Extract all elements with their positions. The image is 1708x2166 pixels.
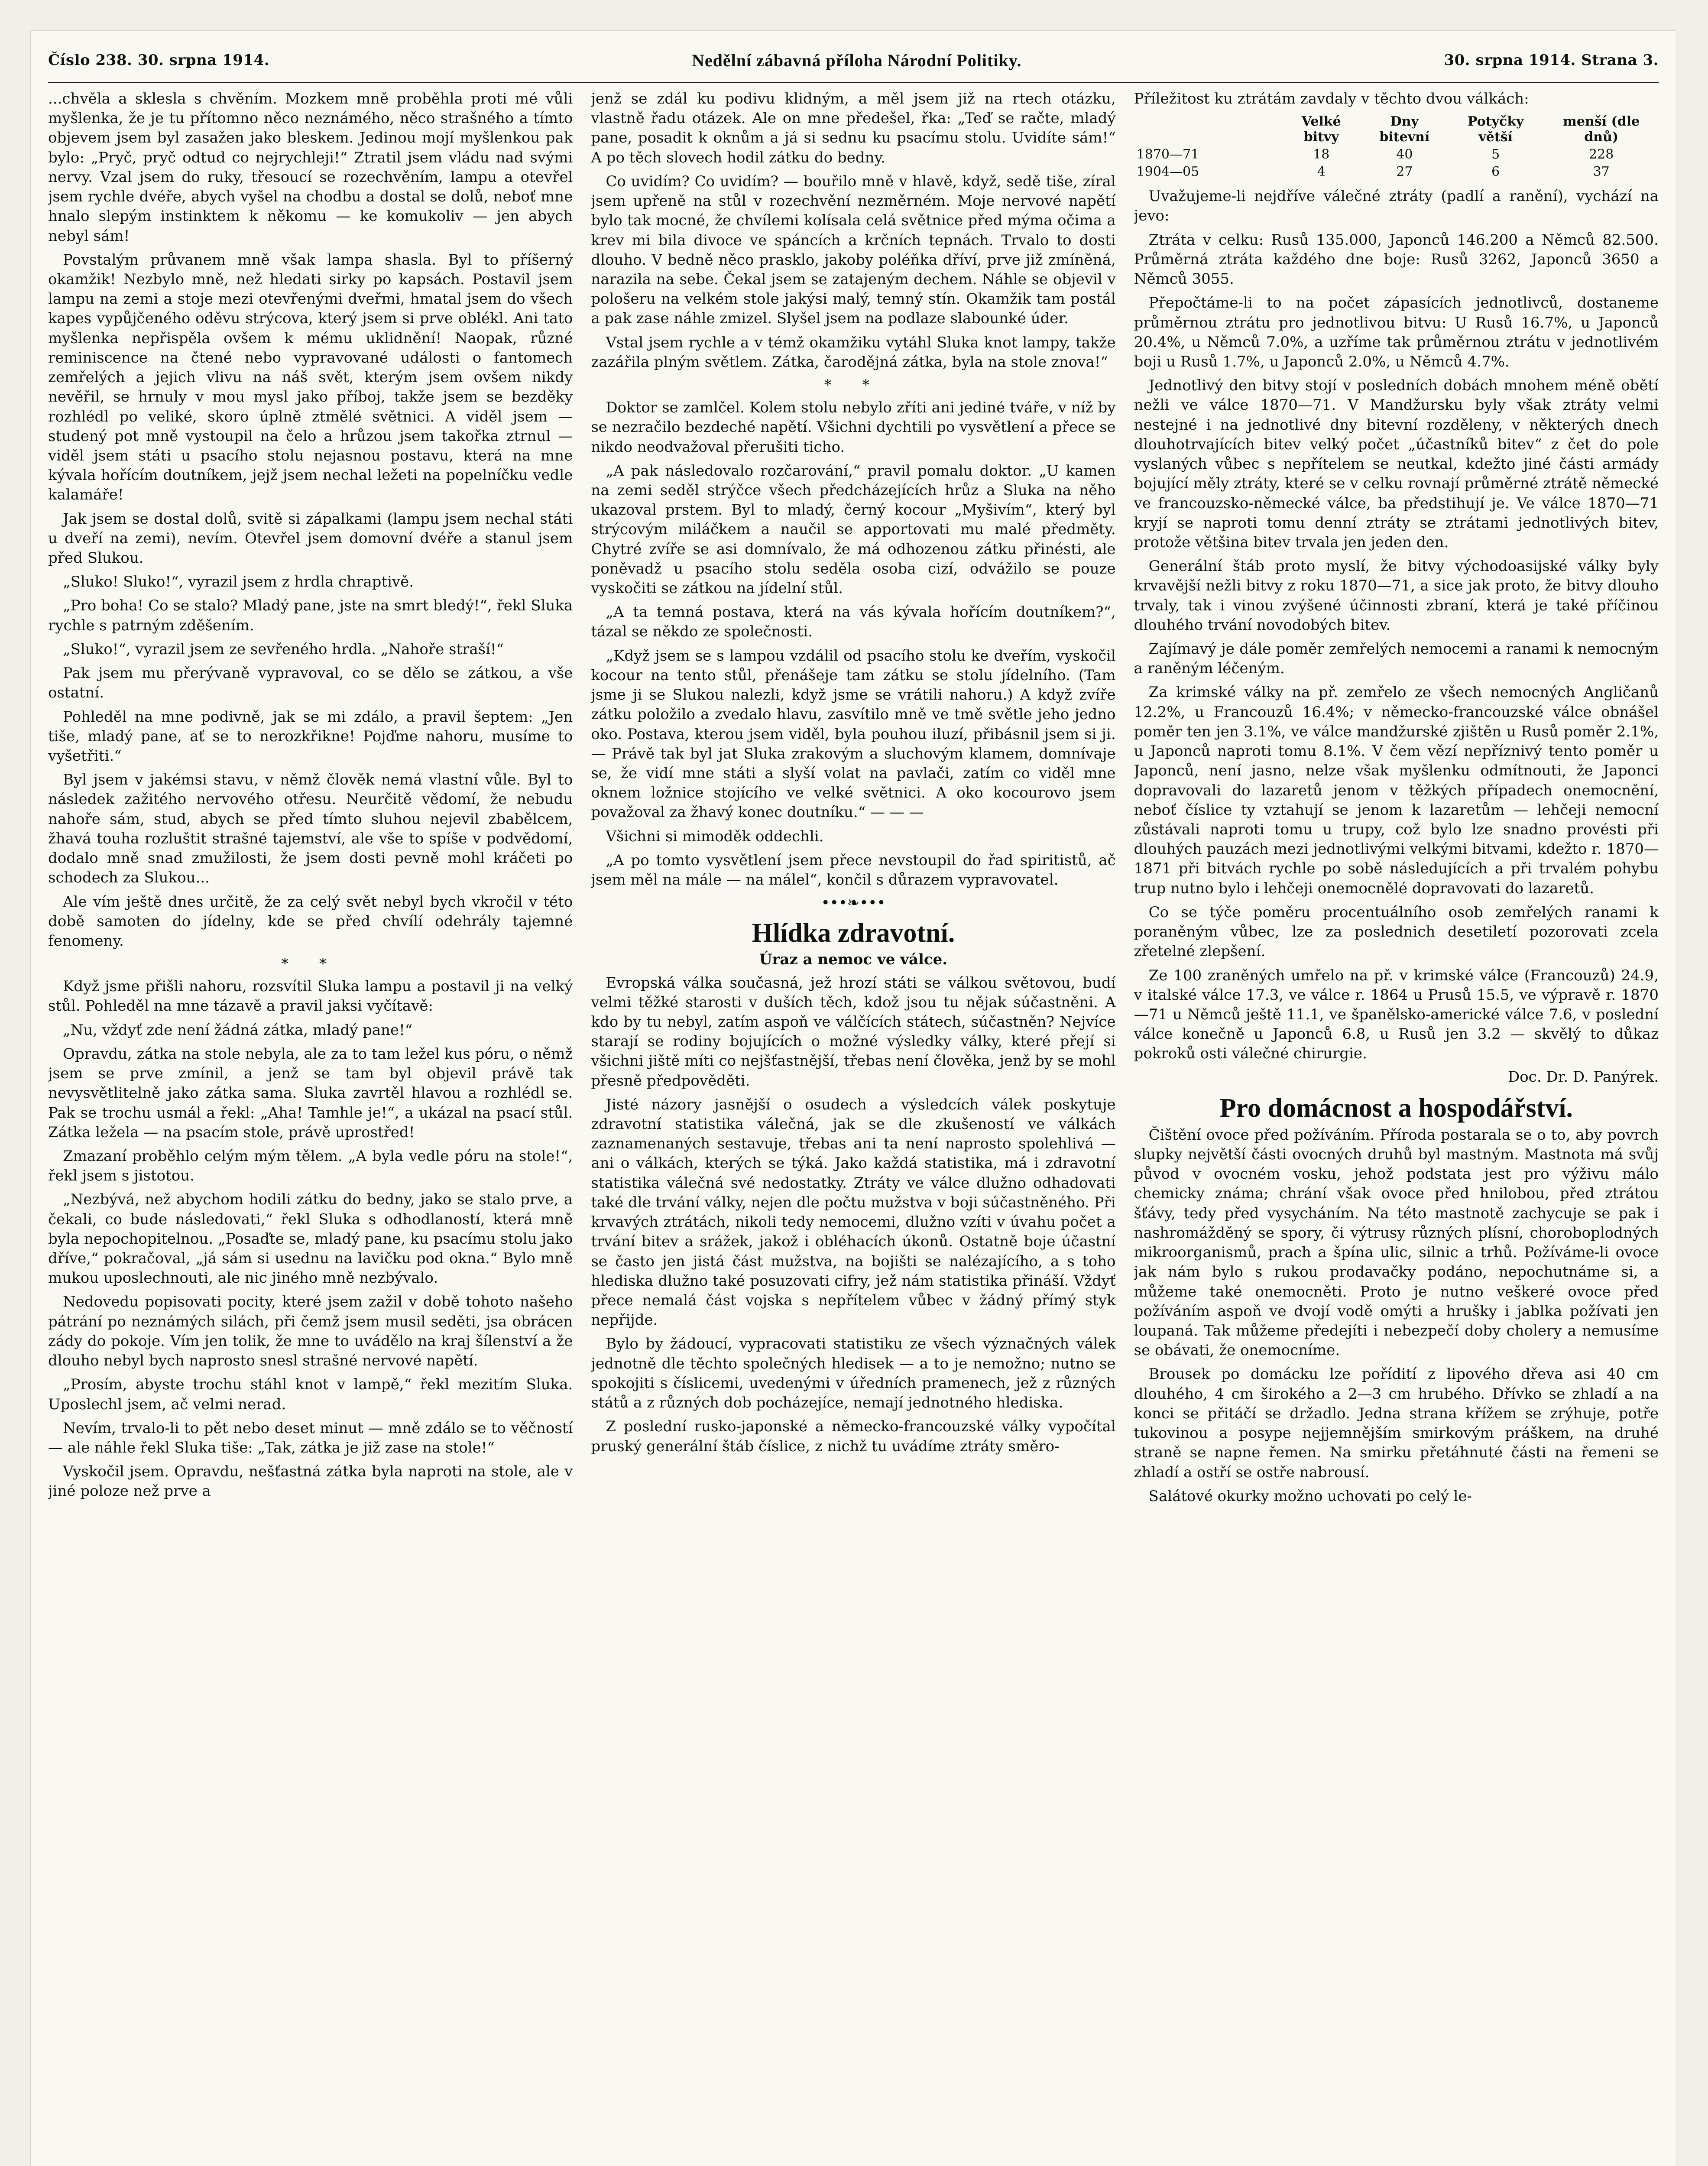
household-paragraph-1: Čištění ovoce před požíváním. Příroda postarala se o to, aby povrch slupky největší části ovocných druhů byl mastným. Mastnota má svůj původ v ovocném vosku, jehož podstata jest pro výživu málo chemicky známa; chrání však ovoce před hnilobou, před ztrátou šťávy, tedy před vysycháním. Na této mastnotě zachycuje se pak i nashromážděný se spory, či výtrusy různých plísní, choroboplodných mikroorganismů, prach a špína ulic, silnic a trhů. Požíváme-li ovoce jak nám bylo s rukou prodavačky podáno, nepochutnáme si, a můžeme také onemocněti. Proto je nutno veškeré ovoce před požíváním aspoň ve dvojí vodě omýti a hrušky i jablka požívati jen loupaná. Tak můžeme předejíti i nebezpečí doby cholery a nemusíme se obávati, že onemocníme. [1134,1126,1659,1359]
col3-intro: Příležitost ku ztrátám zavdaly v těchto dvou válkách: [1134,90,1529,107]
content-columns [48,89,1659,2166]
col3-paragraph-7: Za krimské války na př. zemřelo ze všech nemocných Angličanů 12.2%, u Francouzů 16.4%; v německo-francouzské válce obnášel poměr ten jen 3.1%, ve válce mandžurské zjištěn u Rusů poměr 2.1%, u Japonců naproti tomu 8.1%. V čem vězí nepříznivý tento poměr u Japonců, není jasno, nelze však myšlenku odmítnouti, že Japonci dopravovali do lazaretů jenom v těžkých případech onemocnění, neboť číslice ty vztahují se jenom k lazaretům — lehčeji nemocní zůstávali naproti tomu u trupy, což bylo lze snadno provésti při dlouhých pauzách mezi jednotlivými velkými bitvami, kdežto r. 1870—1871 při bitvách rychle po sobě následujících a při trvalém pohybu trup nutno bylo i lehčeji onemocnělé dopravovati do lazaretů. [1134,684,1659,897]
col2-ornament: •••❧••• [821,894,886,912]
health-section-subtitle: Úraz a nemoc ve válce. [759,950,948,968]
col1-separator: * * [281,955,340,973]
column-2 [591,89,1115,2166]
table-cell-battle-days: 27 [1396,164,1413,180]
table-header-smaller-skirmishes: menší (dle dnů) [1563,114,1640,145]
health-section-title: Hlídka zdravotní. [752,918,955,948]
header-publication-title: Nedělní zábavná příloha Národní Politiky. [692,50,1022,70]
col1-paragraph-15: „Nezbývá, než abychom hodili zátku do bedny, jako se stalo prve, a čekali, co bude následovati,“ řekl Sluka s odhodlaností, která mně byla nepochopitelnou. „Posaďte se, mladý pane, ku psacímu stolu jako dříve,“ pokračoval, „já sám si usednu na lavičku pod okna.“ Bylo mně mukou uposlechnouti, ale nic jiného mně nezbývalo. [48,1191,573,1287]
table-row [1134,146,1659,163]
table-cell-smaller-skirmishes: 228 [1589,147,1614,162]
author-signature: Doc. Dr. D. Panýrek. [1508,1068,1659,1086]
header-issue-date: Číslo 238. 30. srpna 1914. [48,52,270,69]
col1-paragraph-10: Ale vím ještě dnes určitě, že za celý svět nebyl bych vkročil v této době samoten do jídelny, kde se před chvílí odehrály tajemné fenomeny. [48,893,573,950]
household-section-title: Pro domácnost a hospodářství. [1219,1093,1573,1123]
col2-paragraph-1: jenž se zdál ku podivu klidným, a měl jsem již na rtech otázku, vlastně řadu otázek. Ale on mne předešel, řka: „Teď se račte, mladý pane, posadit k oknům a já si sednu ku psacímu stolu. Uvidíte sám!“ A po těch slovech hodil zátku do bedny. [591,90,1116,166]
table-cell-great-battles: 4 [1317,164,1326,180]
col1-paragraph-11: Když jsme přišli nahoru, rozsvítil Sluka lampu a postavil ji na velký stůl. Pohleděl na mne tázavě a pravil jaksi vyčítavě: [48,978,573,1015]
col2-paragraph-9: „A po tomto vysvětlení jsem přece nevstoupil do řad spiritistů, ač jsem měl na mále — na málel“, končil s důrazem vypravovatel. [591,851,1116,889]
col2-paragraph-8: Všichni si mimoděk oddechli. [606,827,824,845]
table-header-battle-days: Dny bitevní [1379,114,1430,145]
table-cell-larger-skirmishes: 6 [1491,164,1500,180]
col3-paragraph-8: Co se týče poměru procentuálního osob zemřelých ranami k poraněným vůbec, lze za poslednich desetiletí pozorovati zcela zřetelné zlepšení. [1134,903,1659,960]
col1-paragraph-13: Opravdu, zátka na stole nebyla, ale za to tam ležel kus póru, o němž jsem se prve zmínil, a jenž se tam byl objevil právě tak nevysvětlitelně jako zátka sama. Sluka zavrtěl hlavou a rozhlédl se. Pak se trochu usmál a řekl: „Aha! Tamhle je!“, a ukázal na psací stůl. Zátka ležela — na psacím stole, právě uprostřed! [48,1045,573,1141]
col2-paragraph-3: Vstal jsem rychle a v témž okamžiku vytáhl Sluka knot lampy, takže zazářila plným světlem. Zátka, čarodějná zátka, byla na stole znova!“ [591,334,1116,371]
war-statistics-table [1134,113,1659,181]
col2-paragraph-4: Doktor se zamlčel. Kolem stolu nebylo zříti ani jediné tváře, v níž by se nezračilo bezdeché napětí. Všichni dychtili po vysvětlení a přece se nikdo neodvažoval přerušiti ticho. [591,399,1116,456]
col1-paragraph-16: Nedovedu popisovati pocity, které jsem zažil v době tohoto našeho pátrání po neznámých silách, při čemž jsem musil seděti, jsa obrácen zády do pokoje. Vím jen tolik, že mne to uvádělo na kraj šílenství a že dlouho nebyl bych naprosto snesl strašné nervové napětí. [48,1293,573,1370]
col3-paragraph-2: Ztráta v celku: Rusů 135.000, Japonců 146.200 a Němců 82.500. Průměrná ztráta každého dne boje: Rusů 3262, Japonců 3650 a Němců 3055. [1134,231,1659,288]
table-cell-battle-days: 40 [1396,147,1413,162]
col3-paragraph-4: Jednotlivý den bitvy stojí v posledních dobách mnohem méně obětí nežli ve válce 1870—71. V Mandžursku byly však ztráty velmi nestejné i na jednotlivé dny bitevní rozděleny, v některých dnech dlouhotrvajících bitev velký počet „účastníků bitev“ z čet do pole vyslaných vůbec s nepřítelem se neutkal, kdežto jiné části armády bojující měly ztráty, které se v celku rovnají průměrné ztrátě německé ve francouzsko-německé válce, ba předstihují je. Ve válce 1870—71 kryjí se naproti tomu denní ztráty se ztrátami jednotlivých bitev, protože většina bitev trvala jen jeden den. [1134,377,1659,551]
col1-paragraph-2: Povstalým průvanem mně však lampa shasla. Byl to příšerný okamžik! Nezbylo mně, než hledati sirky po kapsách. Postavil jsem lampu na zemi a stoje mezi otevřenými dveřmi, hmatal jsem do všech kapes vypůjčeného oděvu strýcova, který jsem si prve oblékl. Ani tato myšlenka nepřispěla ovšem k mému uklidnění! Naopak, různé reminiscence na čtené nebo vypravované události o fantomech zemřelých a jejich vlivu na náš svět, kterým jsem ovšem nikdy nevěřil, se hrnuly v mou mysl jako příboj, takže jsem se bezděky rozhlédl po veliké, skoro úplně ztmělé světnici. A viděl jsem — studený pot mně vystoupil na čelo a hrůzou jsem takořka ztrnul — viděl jsem státi u psacího stolu nejasnou postavu, která na mne kývala hořícím doutníkem, jejž jsem nechal ležeti na popelníčku vedle kalamáře! [48,251,573,504]
col1-paragraph-19: Vyskočil jsem. Opravdu, nešťastná zátka byla naproti na stole, ale v jiné poloze než prve a [48,1463,573,1500]
col3-paragraph-3: Přepočtáme-li to na počet zápasících jednotlivců, dostaneme průměrnou ztrátu pro jednotlivou bitvu: U Rusů 16.7%, u Japonců 20.4%, u Němců 7.0%, a uzříme tak průměrnou ztrátu v jednotlivém boji u Rusů 1.7%, u Japonců 2.0%, u Němců 4.7%. [1134,294,1659,370]
table-cell-great-battles: 18 [1313,147,1330,162]
column-1 [48,89,573,2166]
column-3 [1134,89,1659,2166]
health-paragraph-2: Jisté názory jasnější o osudech a výsledcích válek poskytuje zdravotní statistika válečná, jak se dle zkušeností ve válkách zaznamenaných sestavuje, třebas ani ta není naprosto spolehlivá — ani o válkách, kterých se týká. Jako každá statistika, má i zdravotní statistika válečná své nedostatky. Ztráty ve válce dlužno odhadovati také dle trvání války, nejen dle počtu mužstva v boji súčastněného. Při krvavých ztrátách, nikoli tedy nemocemi, dlužno vzíti v úvahu počet a trvání bitev a srážek, jakož i obléhacích úkonů. Ostatně boje účastní se často jen jistá část mužstva, na bojišti se nalézajícího, a s toho hlediska dlužno také posuzovati cifry, jež nám statistika přináší. Vždyť přece nemalá část vojska s nepřítelem vůbec v žádný přímý styk nepřijde. [591,1096,1116,1329]
col2-separator: * * [824,376,883,394]
household-paragraph-2: Brousek po domácku lze pořídití z lipového dřeva asi 40 cm dlouhého, 4 cm širokého a 2—3 cm hrubého. Dřívko se zhladí a na konci se přitáčí se držadlo. Jedna strana křížem se zrýhuje, potře tukovinou a posype nejjemnějším smirkovým práškem, na druhé straně se napne řemen. Na smirku přetáhnuté části na řemeni se zhladí a ostří se ostře nabrousí. [1134,1365,1659,1481]
health-paragraph-1: Evropská válka současná, jež hrozí státi se válkou světovou, budí velmi těžké starosti v duších těch, kdož jsou tu nějak súčastněni. A kdo by tu nebyl, zatím aspoň ve válčících státech, súčastněn? Nejvíce starají se rodiny bojujících o možné výsledky války, které přejí si všichni jiště míti co nejšťastnější, třebas není člověka, jenž by se mohl přesně předpověděti. [591,974,1116,1089]
table-header-larger-skirmishes: Potyčky větší [1467,114,1524,145]
table-cell-smaller-skirmishes: 37 [1593,164,1610,180]
col3-paragraph-1: Uvažujeme-li nejdříve válečné ztráty (padlí a ranění), vychází na jevo: [1134,188,1659,225]
col1-paragraph-1: ...chvěla a sklesla s chvěním. Mozkem mně proběhla proti mé vůli myšlenka, že je tu přítomno něco neznámého, něco strašného a tímto objevem jsem byl zasažen jako bleskem. Jedinou mojí myšlenkou pak bylo: „Pryč, pryč odtud co nejrychleji!“ Ztratil jsem vládu nad svými nervy. Vzal jsem do ruky, třesoucí se rozechvěním, lampu a otevřel jsem rychle dvéře, abych vyšel na chodbu a dostal se dolů, neboť mne hnalo slepým instinktem k někomu — ke komukoliv — jen abych nebyl sám! [48,90,573,245]
col2-paragraph-7: „Když jsem se s lampou vzdálil od psacího stolu ke dveřím, vyskočil kocour na tento stůl, přenášeje tam zátku se stolu jídelního. (Tam jsme ji se Slukou nalezli, když jsme se vrátili nahoru.) A když zvíře zátku položilo a zvedalo hlavu, zasvítilo mně ve tmě světle jeho jedno oko. Postava, kterou jsem viděl, byla pouhou iluzí, přibásnil jsem si ji. — Právě tak byl jat Sluka zrakovým a sluchovým klamem, domnívaje se, že vidí mne státi a slyší volat na pavlači, zatím co viděl mne oknem ložnice stojícího ve velké světnici. A oko kocourovo jsem považoval za žhavý konec doutníku.“ — — — [591,647,1116,821]
table-cell-year: 1870—71 [1136,147,1199,162]
table-cell-year: 1904—05 [1136,164,1199,180]
col1-paragraph-8: Pohleděl na mne podivně, jak se mi zdálo, a pravil šeptem: „Jen tiše, mladý pane, ať se to nerozkřikne! Pojďme nahoru, musíme to vyšetřiti.“ [48,708,573,765]
col1-paragraph-6: „Sluko!“, vyrazil jsem ze sevřeného hrdla. „Nahoře straší!“ [63,640,504,658]
col1-paragraph-7: Pak jsem mu přerývaně vypravoval, co se dělo se zátkou, a vše ostatní. [48,665,573,702]
col1-paragraph-4: „Sluko! Sluko!“, vyrazil jsem z hrdla chraptivě. [63,573,414,591]
col1-paragraph-12: „Nu, vždyť zde není žádná zátka, mladý pane!“ [63,1021,413,1039]
col1-paragraph-17: „Prosím, abyste trochu stáhl knot v lampě,“ řekl mezitím Sluka. Uposlechl jsem, ač velmi nerad. [48,1376,573,1413]
col2-paragraph-2: Co uvidím? Co uvidím? — bouřilo mně v hlavě, když, sedě tiše, zíral jsem upřeně na stůl v rozechvění nezměrném. Moje nervové napětí bylo tak mocné, že chvílemi kolísala celá světnice před mýma očima a krev mi bila divoce ve spáncích a krčních tepnách. Trvalo to dosti dlouho. V bedně něco prasklo, jakoby poléňka dříví, prve již zmíněná, narazila na sebe. Čekal jsem se zatajeným dechem. Náhle se objevil v pološeru na velkém stole jakýsi malý, temný stín. Okamžik tam postál a pak zase náhle zmizel. Slyšel jsem na podlaze slabounké úder. [591,172,1116,327]
table-row [1134,163,1659,181]
col3-paragraph-6: Zajímavý je dále poměr zemřelých nemocemi a ranami k nemocným a raněným léčeným. [1134,640,1659,678]
col1-paragraph-5: „Pro boha! Co se stalo? Mladý pane, jste na smrt bledý!“, řekl Sluka rychle s patrným zděšením. [48,597,573,634]
col1-paragraph-14: Zmazaní proběhlo celým mým tělem. „A byla vedle póru na stole!“, řekl jsem s jistotou. [48,1147,573,1185]
col2-paragraph-5: „A pak následovalo rozčarování,“ pravil pomalu doktor. „U kamen na zemi seděl strýčce všech předcházejících hrůz a Sluka na něho ukazoval prstem. Byl to mladý, černý kocour „Myšivím“, který byl strýcovým miláčkem a naučil se apportovati mu malé předměty. Chytré zvíře se asi domnívalo, že má odhozenou zátku přinésti, ale poněvadž u psacího stolu seděla osoba cizí, odvážilo se pouze vyskočiti se zátkou na jídelní stůl. [591,462,1116,597]
col3-paragraph-5: Generální štáb proto myslí, že bitvy východoasijské války byly krvavější nežli bitvy z roku 1870—71, a sice jak proto, že bitvy dlouho trvaly, tak i vinou zvýšené účinnosti zbraní, která je také příčinou dlouhého trvání novodobých bitev. [1134,558,1659,634]
col2-paragraph-6: „A ta temná postava, která na vás kývala hořícím doutníkem?“, tázal se někdo ze společnosti. [591,603,1116,641]
newspaper-page [30,30,1676,2166]
health-paragraph-4: Z poslední rusko-japonské a německo-francouzské války vypočítal pruský generální štáb číslice, z nichž tu uvádíme ztráty směro- [591,1418,1116,1455]
table-cell-larger-skirmishes: 5 [1491,147,1500,162]
health-paragraph-3: Bylo by žádoucí, vypracovati statistiku ze všech význačných válek jednotně dle těchto společných hledisek — a to je nemožno; nutno se spokojiti s číslicemi, uvedenými v úředních pramenech, jež z různých států a z různých dob pocházejíce, nemají jednotného hlediska. [591,1335,1116,1412]
col1-paragraph-3: Jak jsem se dostal dolů, svitě si zápalkami (lampu jsem nechal státi u dveří na zemi), nevím. Otevřel jsem domovní dvéře a stanul jsem před Slukou. [48,510,573,567]
col1-paragraph-9: Byl jsem v jakémsi stavu, v němž člověk nemá vlastní vůle. Byl to následek zažitého nervového otřesu. Neurčitě vědomí, že nebudu nahoře sám, stud, abych se před tímto sluhou nejevil zbabělcem, žhavá touha rozluštit strašné tajemství, ale vše to spíše v podvědomí, dodalo mně snad zmužilosti, že jsem dosti pevně mohl kráčeti po schodech za Slukou... [48,771,573,887]
col1-paragraph-18: Nevím, trvalo-li to pět nebo deset minut — mně zdálo se to věčností — ale náhle řekl Sluka tiše: „Tak, zátka je již zase na stole!“ [48,1419,573,1456]
table-header-great-battles: Velké bitvy [1301,114,1341,145]
header-page-number: 30. srpna 1914. Strana 3. [1444,52,1659,69]
table-header-blank [1134,113,1281,146]
col3-paragraph-9: Ze 100 zraněných umřelo na př. v krimské válce (Francouzů) 24.9, v italské válce 17.3, ve válce r. 1864 u Prusů 15.5, ve výpravě r. 1870—71 u Němců ještě 11.1, ve španělsko-americké válce 7.6, v poslední válce konečně u Japonců 6.8, u Rusů jen 3.2 — skvělý to důkaz pokroků osti válečné chirurgie. [1134,966,1659,1063]
household-paragraph-3: Salátové okurky možno uchovati po celý le- [1148,1487,1472,1505]
page-header [48,39,1659,83]
